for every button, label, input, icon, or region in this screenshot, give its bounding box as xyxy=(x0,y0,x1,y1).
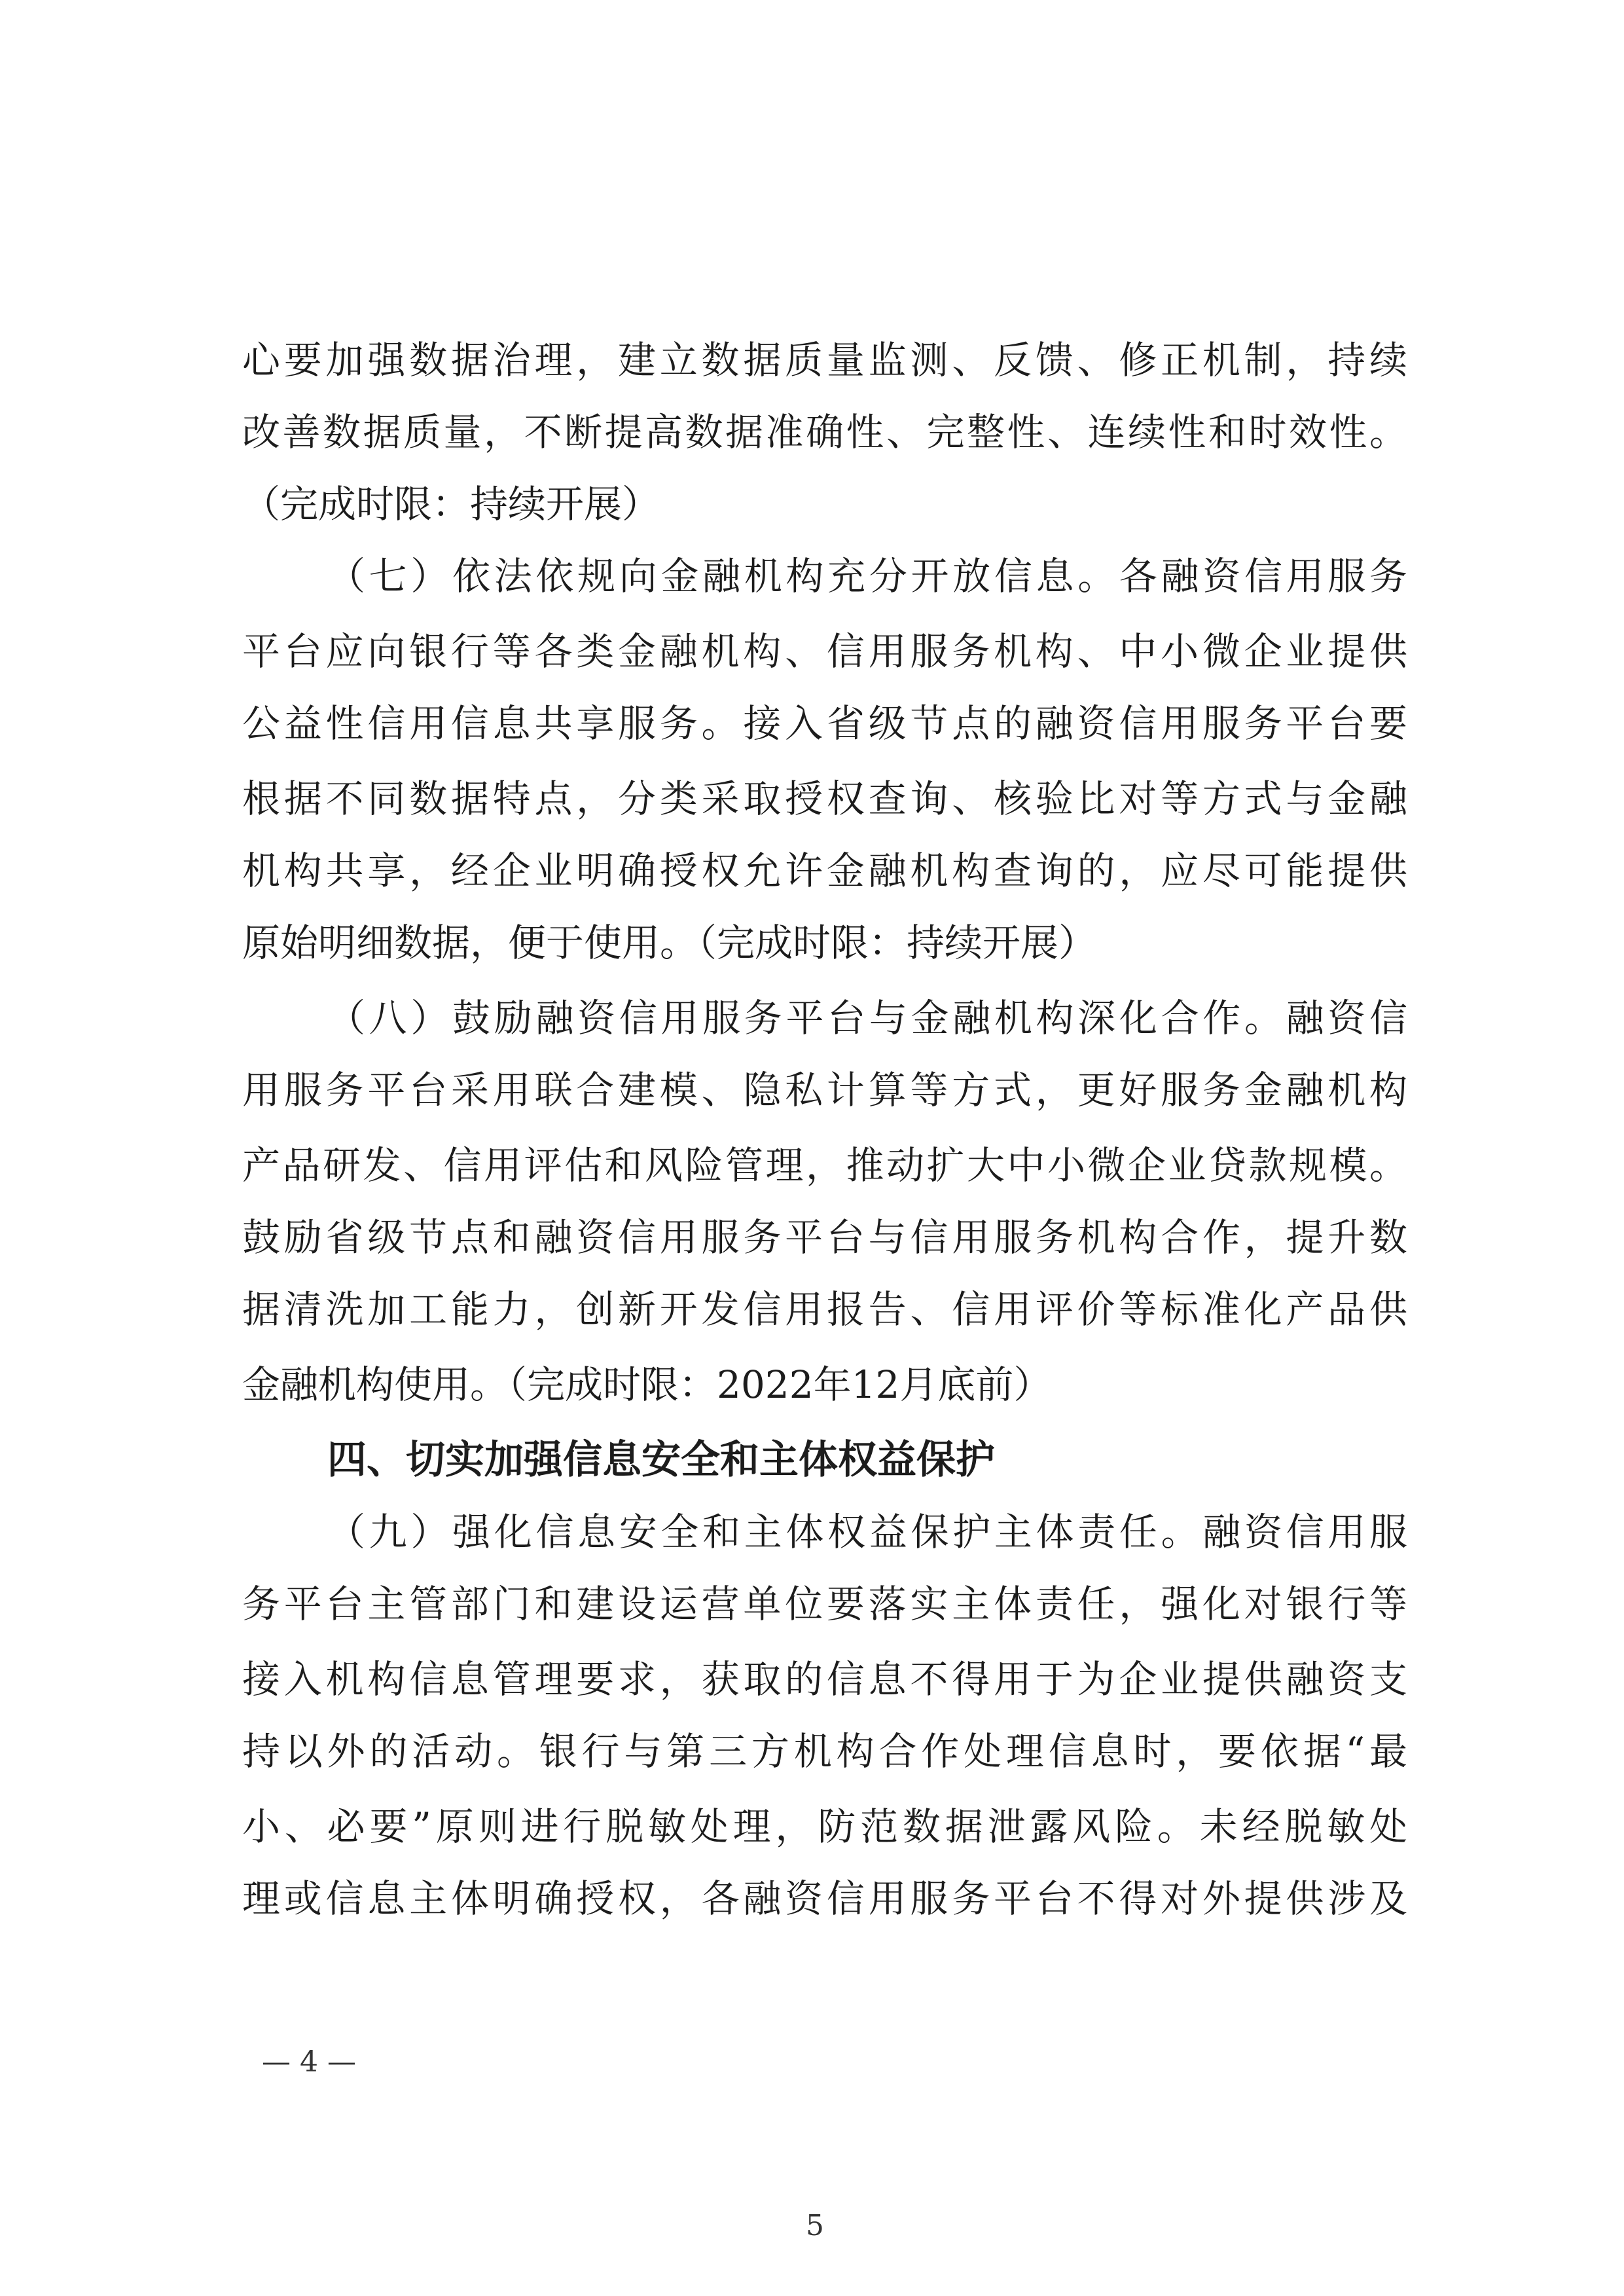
page-number: — 4 — xyxy=(262,2045,356,2079)
paragraph-line: 用服务平台采用联合建模、隐私计算等方式，更好服务金融机构 xyxy=(242,1068,1407,1112)
paragraph-line: 平台应向银行等各类金融机构、信用服务机构、中小微企业提供 xyxy=(242,629,1407,674)
paragraph-line: 接入机构信息管理要求，获取的信息不得用于为企业提供融资支 xyxy=(242,1657,1407,1702)
paragraph-line: 务平台主管部门和建设运营单位要落实主体责任，强化对银行等 xyxy=(242,1582,1407,1626)
paragraph-line: 改善数据质量，不断提高数据准确性、完整性、连续性和时效性。 xyxy=(242,410,1407,454)
paragraph-line: （七）依法依规向金融机构充分开放信息。各融资信用服务 xyxy=(327,554,1407,598)
paragraph-line: 理或信息主体明确授权，各融资信用服务平台不得对外提供涉及 xyxy=(242,1876,1407,1921)
paragraph-line: 鼓励省级节点和融资信用服务平台与信用服务机构合作，提升数 xyxy=(242,1215,1407,1260)
paragraph-line: （九）强化信息安全和主体权益保护主体责任。融资信用服 xyxy=(327,1510,1407,1554)
scan-page-number: 5 xyxy=(806,2209,824,2242)
paragraph-line: 机构共享，经企业明确授权允许金融机构查询的，应尽可能提供 xyxy=(242,848,1407,893)
paragraph-line: 持以外的活动。银行与第三方机构合作处理信息时，要依据“最 xyxy=(242,1729,1407,1774)
paragraph-line: 原始明细数据，便于使用。（完成时限：持续开展） xyxy=(242,920,1097,965)
paragraph-line: 小、必要”原则进行脱敏处理，防范数据泄露风险。未经脱敏处 xyxy=(242,1804,1407,1849)
paragraph-line: 公益性信用信息共享服务。接入省级节点的融资信用服务平台要 xyxy=(242,701,1407,746)
paragraph-line: 心要加强数据治理，建立数据质量监测、反馈、修正机制，持续 xyxy=(242,338,1407,382)
paragraph-line: （八）鼓励融资信用服务平台与金融机构深化合作。融资信 xyxy=(327,996,1407,1040)
section-heading: 四、切实加强信息安全和主体权益保护 xyxy=(327,1437,995,1483)
paragraph-line: （完成时限：持续开展） xyxy=(242,482,660,526)
paragraph-line: 据清洗加工能力，创新开发信用报告、信用评价等标准化产品供 xyxy=(242,1287,1407,1332)
paragraph-line: 根据不同数据特点，分类采取授权查询、核验比对等方式与金融 xyxy=(242,776,1407,821)
paragraph-line: 产品研发、信用评估和风险管理，推动扩大中小微企业贷款规模。 xyxy=(242,1143,1407,1188)
paragraph-line: 金融机构使用。（完成时限：2022年12月底前） xyxy=(242,1362,1052,1407)
